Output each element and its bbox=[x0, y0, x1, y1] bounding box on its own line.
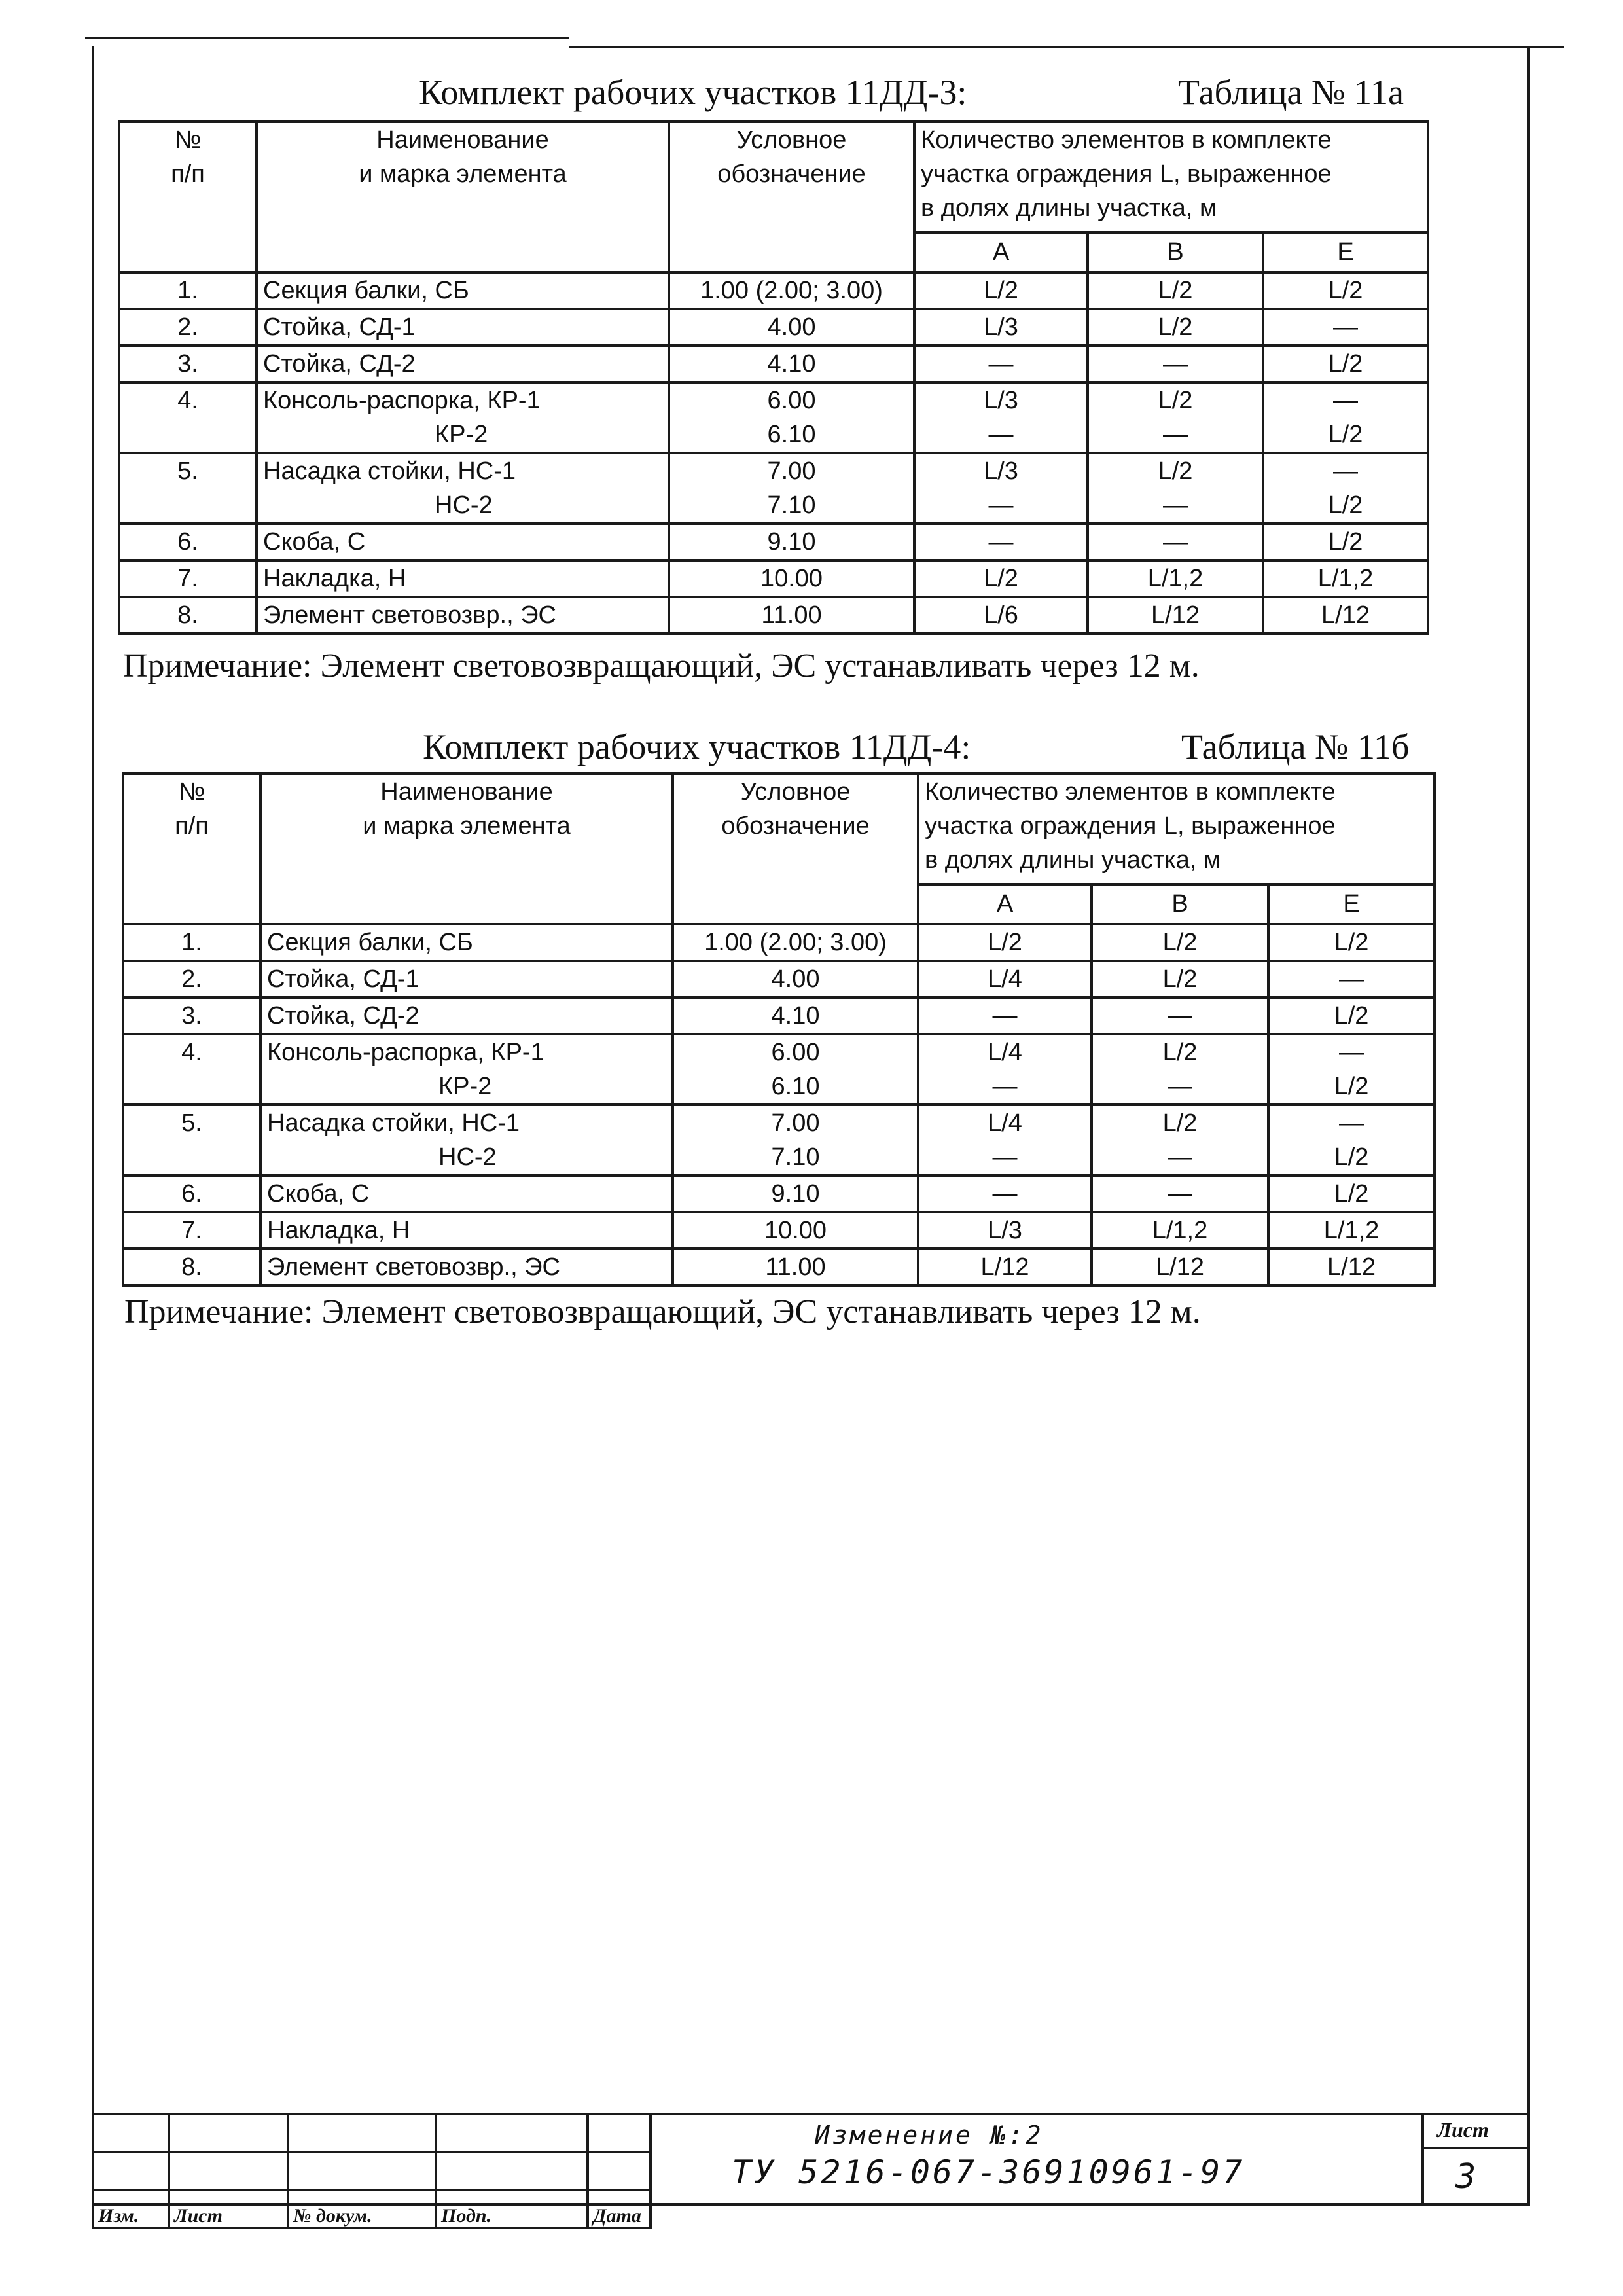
row-number: 1. bbox=[119, 272, 257, 309]
designation: 4.10 bbox=[669, 346, 914, 382]
qty-b: L/2 bbox=[1088, 453, 1263, 488]
table-row bbox=[123, 1105, 1435, 1140]
element-name: Элемент световозвр., ЭС bbox=[257, 597, 669, 634]
row-number: 5. bbox=[123, 1105, 260, 1175]
qty-b: L/12 bbox=[1088, 597, 1263, 634]
left-frame-line bbox=[92, 46, 94, 2206]
table-row bbox=[123, 1140, 1435, 1175]
qty-a: L/12 bbox=[918, 1249, 1092, 1285]
table-row bbox=[119, 560, 1428, 597]
row-number: 1. bbox=[123, 924, 260, 961]
qty-b: L/1,2 bbox=[1088, 560, 1263, 597]
qty-e: — bbox=[1263, 382, 1428, 418]
qty-a: L/4 bbox=[918, 1105, 1092, 1140]
title-block-grid bbox=[92, 2113, 652, 2229]
top-frame-line bbox=[569, 46, 1564, 48]
row-number: 5. bbox=[119, 453, 257, 524]
header-name: Наименование и марка элемента bbox=[260, 774, 673, 924]
table-a-number: Таблица № 11а bbox=[1178, 73, 1404, 112]
table-row bbox=[123, 997, 1435, 1034]
designation: 6.00 bbox=[669, 382, 914, 418]
qty-a: L/3 bbox=[918, 1212, 1092, 1249]
designation: 4.00 bbox=[673, 961, 918, 997]
table-b-caption: Комплект рабочих участков 11ДД-4: bbox=[423, 727, 971, 766]
element-name: Стойка, СД-2 bbox=[260, 997, 673, 1034]
qty-e: L/1,2 bbox=[1268, 1212, 1435, 1249]
qty-b: L/2 bbox=[1092, 1105, 1268, 1140]
designation: 4.10 bbox=[673, 997, 918, 1034]
designation: 9.10 bbox=[669, 524, 914, 560]
element-name: Секция балки, СБ bbox=[260, 924, 673, 961]
qty-e: L/12 bbox=[1268, 1249, 1435, 1285]
qty-a: — bbox=[914, 524, 1088, 560]
qty-e: L/2 bbox=[1263, 488, 1428, 524]
row-number: 4. bbox=[123, 1034, 260, 1105]
element-name: Консоль-распорка, КР-1 bbox=[260, 1034, 673, 1069]
row-number: 6. bbox=[123, 1175, 260, 1212]
table-row bbox=[119, 597, 1428, 634]
designation: 1.00 (2.00; 3.00) bbox=[673, 924, 918, 961]
qty-e: — bbox=[1263, 309, 1428, 346]
header-col-e: Е bbox=[1263, 232, 1428, 272]
table-a-body bbox=[119, 272, 1428, 634]
qty-e: L/2 bbox=[1268, 1175, 1435, 1212]
element-name: КР-2 bbox=[257, 418, 669, 453]
table-row bbox=[119, 488, 1428, 524]
qty-e: — bbox=[1268, 1034, 1435, 1069]
designation: 10.00 bbox=[669, 560, 914, 597]
qty-e: — bbox=[1268, 1105, 1435, 1140]
table-row bbox=[119, 524, 1428, 560]
row-number: 6. bbox=[119, 524, 257, 560]
table-b bbox=[122, 772, 1436, 1287]
designation: 9.10 bbox=[673, 1175, 918, 1212]
sheet-label: Лист bbox=[1437, 2118, 1489, 2142]
row-number: 8. bbox=[123, 1249, 260, 1285]
right-frame-line bbox=[1527, 46, 1530, 2206]
designation: 1.00 (2.00; 3.00) bbox=[669, 272, 914, 309]
element-name: Накладка, Н bbox=[257, 560, 669, 597]
designation: 7.10 bbox=[673, 1140, 918, 1175]
element-name: Секция балки, СБ bbox=[257, 272, 669, 309]
qty-b: L/2 bbox=[1092, 1034, 1268, 1069]
qty-e: — bbox=[1263, 453, 1428, 488]
qty-b: — bbox=[1092, 997, 1268, 1034]
change-note: Изменение №:2 bbox=[815, 2121, 1044, 2149]
table-row bbox=[123, 924, 1435, 961]
row-number: 3. bbox=[123, 997, 260, 1034]
label-date: Дата bbox=[588, 2190, 651, 2228]
table-row bbox=[119, 309, 1428, 346]
table-row bbox=[123, 1249, 1435, 1285]
document-code: ТУ 5216-067-36910961-97 bbox=[732, 2153, 1245, 2191]
qty-e: L/1,2 bbox=[1263, 560, 1428, 597]
designation: 7.10 bbox=[669, 488, 914, 524]
designation: 6.10 bbox=[669, 418, 914, 453]
table-b-note: Примечание: Элемент световозвращающий, ЭС устанавливать через 12 м. bbox=[124, 1293, 1201, 1331]
element-name: Элемент световозвр., ЭС bbox=[260, 1249, 673, 1285]
qty-a: L/2 bbox=[918, 924, 1092, 961]
qty-b: L/2 bbox=[1088, 382, 1263, 418]
element-name: КР-2 bbox=[260, 1069, 673, 1105]
table-row bbox=[119, 418, 1428, 453]
designation: 11.00 bbox=[669, 597, 914, 634]
element-name: Скоба, С bbox=[260, 1175, 673, 1212]
qty-e: L/12 bbox=[1263, 597, 1428, 634]
qty-a: — bbox=[918, 1140, 1092, 1175]
qty-b: — bbox=[1092, 1069, 1268, 1105]
qty-a: L/4 bbox=[918, 1034, 1092, 1069]
qty-e: — bbox=[1268, 961, 1435, 997]
element-name: Стойка, СД-1 bbox=[260, 961, 673, 997]
qty-b: L/2 bbox=[1088, 272, 1263, 309]
table-row bbox=[119, 382, 1428, 418]
qty-b: L/2 bbox=[1092, 961, 1268, 997]
element-name: Консоль-распорка, КР-1 bbox=[257, 382, 669, 418]
sheet-number: 3 bbox=[1455, 2157, 1476, 2197]
qty-e: L/2 bbox=[1263, 524, 1428, 560]
qty-a: — bbox=[914, 346, 1088, 382]
qty-a: L/3 bbox=[914, 382, 1088, 418]
qty-e: L/2 bbox=[1263, 272, 1428, 309]
header-num: № п/п bbox=[119, 122, 257, 272]
qty-a: L/3 bbox=[914, 309, 1088, 346]
qty-b: — bbox=[1088, 346, 1263, 382]
table-row bbox=[119, 346, 1428, 382]
qty-a: — bbox=[918, 1175, 1092, 1212]
qty-a: L/2 bbox=[914, 560, 1088, 597]
qty-b: — bbox=[1088, 524, 1263, 560]
row-number: 2. bbox=[123, 961, 260, 997]
header-col-e: Е bbox=[1268, 884, 1435, 924]
header-designation: Условное обозначение bbox=[673, 774, 918, 924]
sheet-box-left bbox=[1421, 2113, 1424, 2204]
element-name: Скоба, С bbox=[257, 524, 669, 560]
table-row bbox=[123, 961, 1435, 997]
designation: 6.10 bbox=[673, 1069, 918, 1105]
table-row bbox=[119, 272, 1428, 309]
qty-b: — bbox=[1092, 1140, 1268, 1175]
row-number: 7. bbox=[119, 560, 257, 597]
qty-e: L/2 bbox=[1268, 1140, 1435, 1175]
designation: 7.00 bbox=[669, 453, 914, 488]
qty-a: L/6 bbox=[914, 597, 1088, 634]
designation: 10.00 bbox=[673, 1212, 918, 1249]
table-a-caption: Комплект рабочих участков 11ДД-3: bbox=[419, 73, 967, 112]
table-row bbox=[123, 1212, 1435, 1249]
designation: 7.00 bbox=[673, 1105, 918, 1140]
qty-e: L/2 bbox=[1268, 1069, 1435, 1105]
header-col-a: А bbox=[918, 884, 1092, 924]
row-number: 8. bbox=[119, 597, 257, 634]
row-number: 3. bbox=[119, 346, 257, 382]
table-row bbox=[119, 453, 1428, 488]
designation: 11.00 bbox=[673, 1249, 918, 1285]
table-row bbox=[123, 1175, 1435, 1212]
qty-a: — bbox=[914, 418, 1088, 453]
label-sign: Подп. bbox=[436, 2190, 588, 2228]
header-quantity: Количество элементов в комплекте участка ограждения L, выраженное в долях длины участка, м bbox=[914, 122, 1428, 232]
table-a-note: Примечание: Элемент световозвращающий, ЭС устанавливать через 12 м. bbox=[123, 647, 1200, 685]
header-name: Наименование и марка элемента bbox=[257, 122, 669, 272]
row-number: 2. bbox=[119, 309, 257, 346]
sheet-box-divider bbox=[1421, 2147, 1530, 2149]
element-name: Стойка, СД-2 bbox=[257, 346, 669, 382]
qty-a: L/2 bbox=[914, 272, 1088, 309]
element-name: Накладка, Н bbox=[260, 1212, 673, 1249]
qty-b: — bbox=[1088, 488, 1263, 524]
table-b-body bbox=[123, 924, 1435, 1285]
label-doc: № докум. bbox=[288, 2190, 436, 2228]
element-name: Стойка, СД-1 bbox=[257, 309, 669, 346]
header-col-b: В bbox=[1092, 884, 1268, 924]
label-izm: Изм. bbox=[93, 2190, 169, 2228]
designation: 6.00 bbox=[673, 1034, 918, 1069]
qty-b: L/2 bbox=[1088, 309, 1263, 346]
qty-e: L/2 bbox=[1268, 924, 1435, 961]
row-number: 4. bbox=[119, 382, 257, 453]
qty-e: L/2 bbox=[1268, 997, 1435, 1034]
table-row bbox=[123, 1034, 1435, 1069]
table-row bbox=[123, 1069, 1435, 1105]
qty-a: — bbox=[914, 488, 1088, 524]
qty-a: — bbox=[918, 997, 1092, 1034]
table-b-number: Таблица № 11б bbox=[1181, 727, 1410, 766]
header-num: № п/п bbox=[123, 774, 260, 924]
row-number: 7. bbox=[123, 1212, 260, 1249]
qty-b: L/1,2 bbox=[1092, 1212, 1268, 1249]
header-col-a: А bbox=[914, 232, 1088, 272]
qty-b: — bbox=[1092, 1175, 1268, 1212]
qty-a: — bbox=[918, 1069, 1092, 1105]
element-name: НС-2 bbox=[257, 488, 669, 524]
element-name: НС-2 bbox=[260, 1140, 673, 1175]
header-designation: Условное обозначение bbox=[669, 122, 914, 272]
designation: 4.00 bbox=[669, 309, 914, 346]
table-a bbox=[118, 120, 1429, 635]
label-list: Лист bbox=[169, 2190, 288, 2228]
header-quantity: Количество элементов в комплекте участка ограждения L, выраженное в долях длины участка, м bbox=[918, 774, 1435, 884]
qty-e: L/2 bbox=[1263, 346, 1428, 382]
qty-a: L/4 bbox=[918, 961, 1092, 997]
element-name: Насадка стойки, НС-1 bbox=[257, 453, 669, 488]
top-frame-line-short bbox=[85, 37, 569, 39]
qty-b: — bbox=[1088, 418, 1263, 453]
qty-b: L/2 bbox=[1092, 924, 1268, 961]
header-col-b: В bbox=[1088, 232, 1263, 272]
qty-e: L/2 bbox=[1263, 418, 1428, 453]
qty-a: L/3 bbox=[914, 453, 1088, 488]
qty-b: L/12 bbox=[1092, 1249, 1268, 1285]
element-name: Насадка стойки, НС-1 bbox=[260, 1105, 673, 1140]
